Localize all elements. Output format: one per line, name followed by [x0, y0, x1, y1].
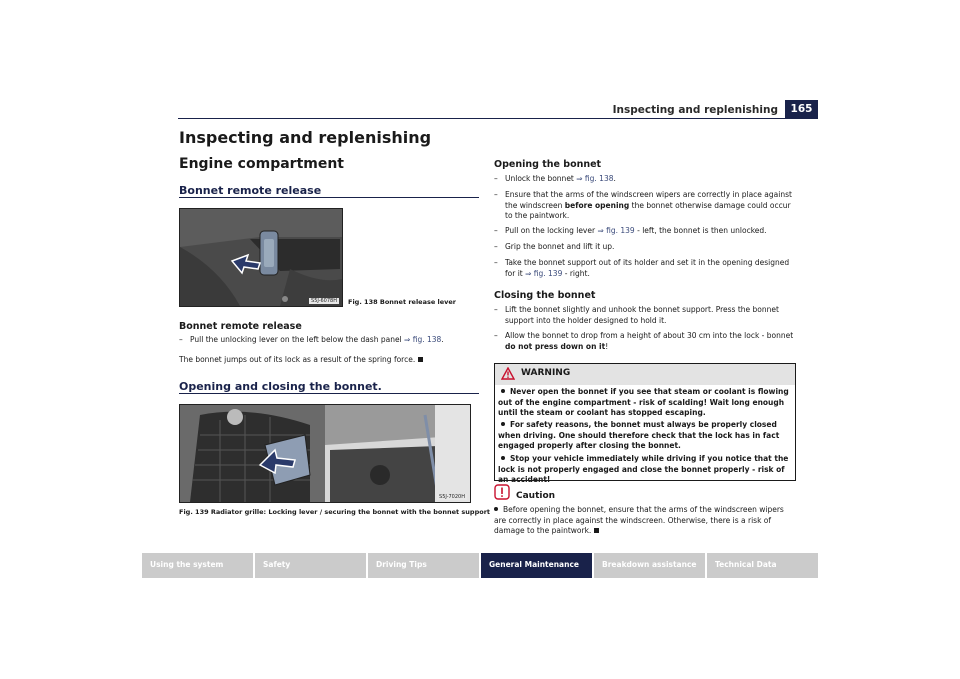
footer-tab-general-maintenance[interactable]: General Maintenance: [481, 553, 592, 578]
bullet-icon: [494, 507, 498, 511]
close-step-1: – Lift the bonnet slightly and unhook the bonnet support. Press the bonnet support into the holder designed to hold it.: [494, 305, 795, 326]
warning-item-1: Never open the bonnet if you see that steam or coolant is flowing out of the engine compartment - risk of scalding! Wait long enough until the steam or coolant has stopped escaping.: [498, 387, 789, 417]
page-title: Inspecting and replenishing: [179, 128, 432, 147]
subhead-opening-closing: Opening and closing the bonnet.: [179, 380, 382, 393]
subhead-rule: [179, 393, 479, 394]
subhead-rule: [179, 197, 479, 198]
caution-icon: [494, 484, 510, 500]
end-of-section-mark: [418, 357, 423, 362]
warning-box: [494, 363, 796, 484]
figure-139-radiator-grille: [179, 404, 471, 503]
open-step-2: – Ensure that the arms of the windscreen wipers are correctly in place against the windscreen before opening the bonnet otherwise damage could occur to the paintwork.: [494, 190, 795, 222]
figure-code: S5J-7020H: [439, 494, 465, 500]
bullet-icon: [501, 456, 505, 460]
caution-title: Caution: [516, 491, 556, 501]
subhead-bonnet-remote-release: Bonnet remote release: [179, 184, 322, 197]
running-header-title: Inspecting and replenishing: [612, 104, 778, 116]
open-step-3: – Pull on the locking lever ⇒ fig. 139 - left, the bonnet is then unlocked.: [494, 226, 795, 237]
bold-heading-bonnet-remote-release: Bonnet remote release: [179, 321, 302, 332]
paragraph-spring-force: The bonnet jumps out of its lock as a result of the spring force.: [179, 355, 479, 366]
caution-text: Before opening the bonnet, ensure that the arms of the windscreen wipers are correctly in place against the windscreen. Otherwise, there is a risk of damage to the paintwork.: [494, 505, 784, 535]
figure-code: S5J-6078H: [311, 298, 337, 304]
bullet-icon: [501, 389, 505, 393]
warning-title: WARNING: [521, 368, 571, 378]
open-step-4: – Grip the bonnet and lift it up.: [494, 242, 795, 253]
warning-item-3: Stop your vehicle immediately while driving if you notice that the lock is not properly engaged and close the bonnet properly - risk of an accident!: [498, 454, 789, 484]
warning-item-2: For safety reasons, the bonnet must always be properly closed when driving. One should therefore check that the lock has in fact engaged properly after closing the bonnet.: [498, 420, 780, 450]
heading-opening-bonnet: Opening the bonnet: [494, 159, 602, 170]
open-step-1: – Unlock the bonnet ⇒ fig. 138.: [494, 174, 795, 185]
section-title: Engine compartment: [179, 156, 344, 172]
header-rule: [178, 118, 818, 119]
warning-triangle-icon: [501, 367, 515, 380]
figure-ref-link[interactable]: ⇒ fig. 138: [576, 174, 614, 183]
bullet-icon: [501, 422, 505, 426]
figure-139-caption: Fig. 139 Radiator grille: Locking lever / securing the bonnet with the bonnet support: [179, 508, 491, 516]
footer-tab-driving-tips[interactable]: Driving Tips: [368, 553, 479, 578]
figure-ref-link[interactable]: ⇒ fig. 139: [597, 226, 635, 235]
footer-tab-using-the-system[interactable]: Using the system: [142, 553, 253, 578]
figure-138-caption: Fig. 138 Bonnet release lever: [348, 298, 457, 306]
close-step-2: – Allow the bonnet to drop from a height of about 30 cm into the lock - bonnet do not press down on it!: [494, 331, 795, 352]
figure-138-bonnet-release-lever: [179, 208, 343, 307]
footer-tab-safety[interactable]: Safety: [255, 553, 366, 578]
warning-header-bar: [495, 364, 795, 385]
footer-tab-breakdown-assistance[interactable]: Breakdown assistance: [594, 553, 705, 578]
heading-closing-bonnet: Closing the bonnet: [494, 290, 596, 301]
figure-ref-link[interactable]: ⇒ fig. 138: [404, 335, 442, 344]
page-number: 165: [785, 100, 818, 118]
end-of-section-mark: [594, 528, 599, 533]
step-pull-lever: – Pull the unlocking lever on the left below the dash panel ⇒ fig. 138.: [179, 335, 480, 346]
footer-tab-technical-data[interactable]: Technical Data: [707, 553, 818, 578]
open-step-5: – Take the bonnet support out of its holder and set it in the opening designed for it ⇒ fig. 139 - right.: [494, 258, 795, 279]
figure-ref-link[interactable]: ⇒ fig. 139: [525, 268, 563, 278]
